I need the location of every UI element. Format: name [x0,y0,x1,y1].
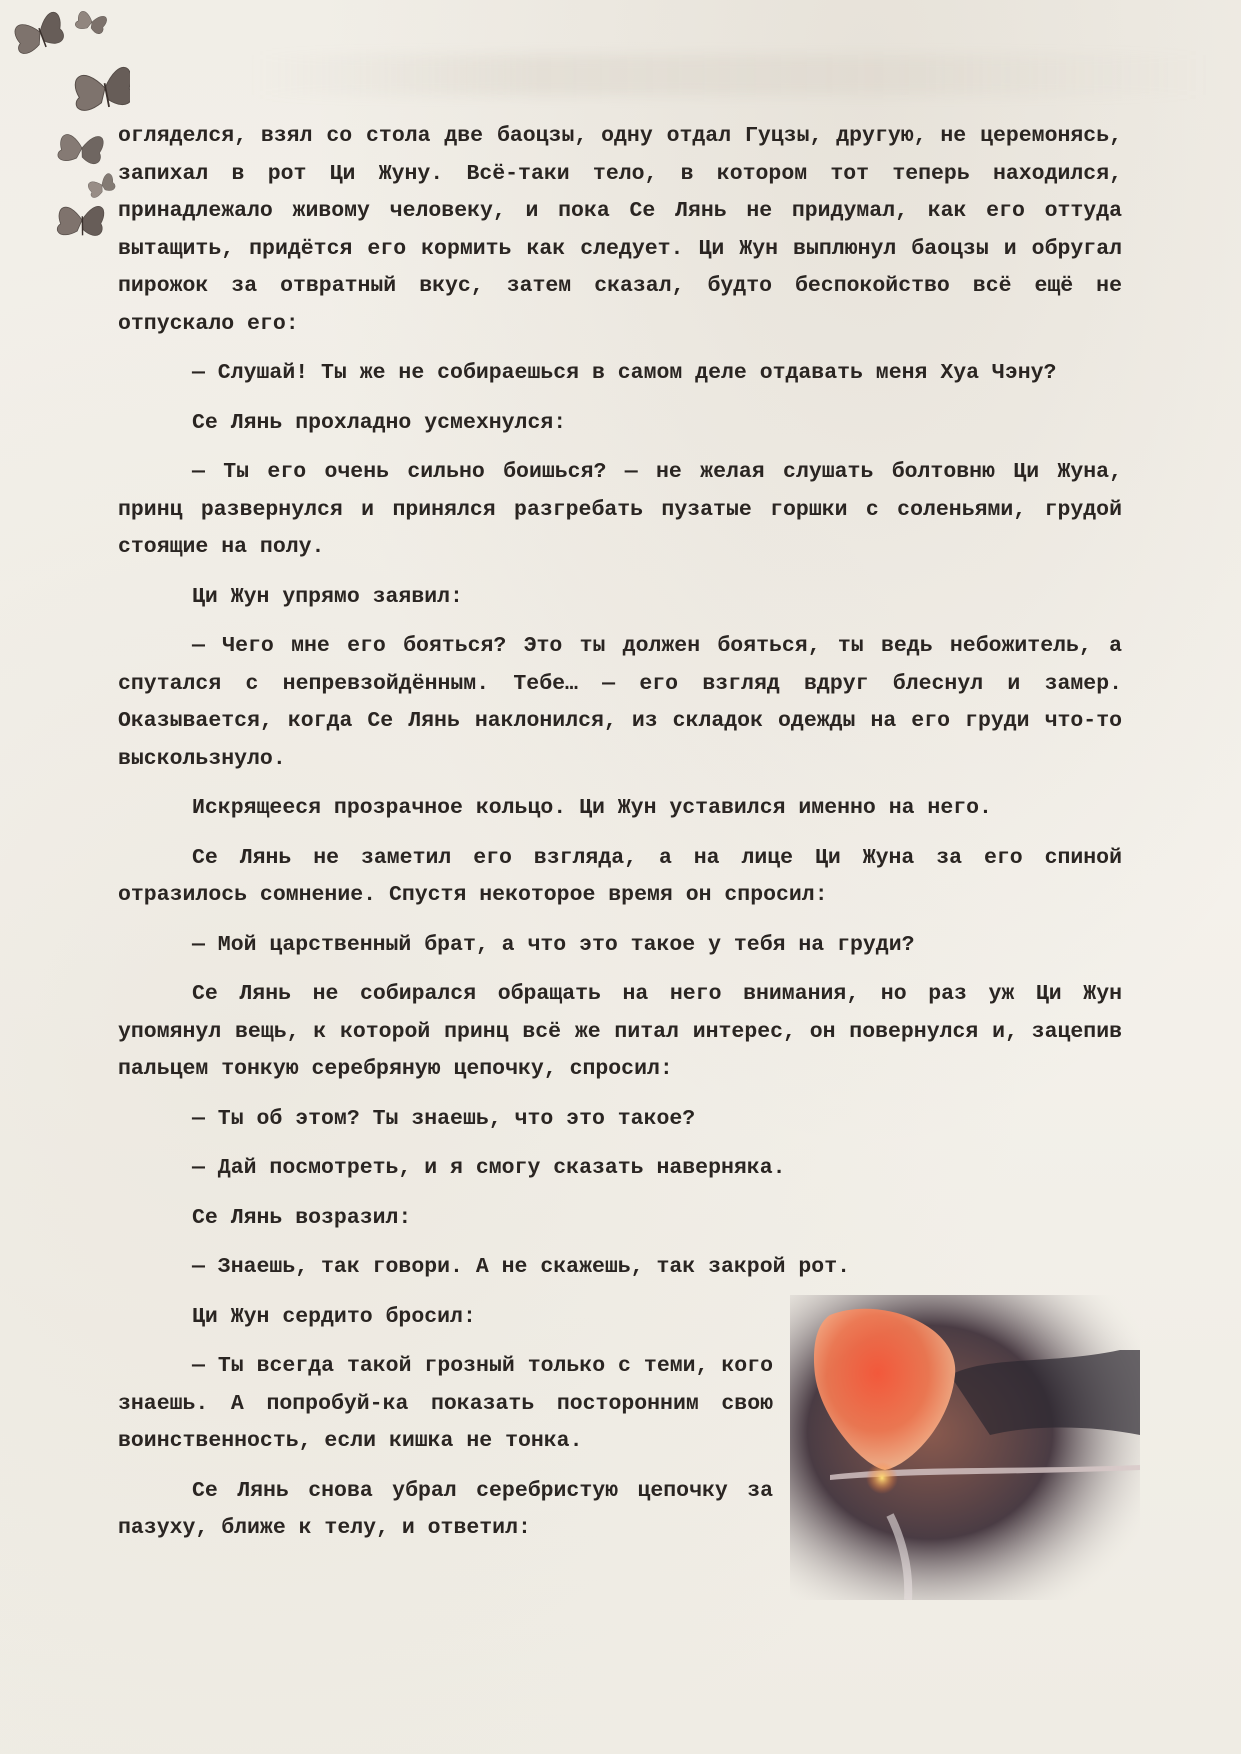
butterfly-icon [12,11,66,55]
paragraph: Искрящееся прозрачное кольцо. Ци Жун уставился именно на него. [192,796,992,820]
lantern-flame [866,1462,898,1494]
paragraph: Ци Жун упрямо заявил: [192,584,463,609]
paragraph: Се Лянь возразил: [192,1205,412,1230]
butterfly-icon [57,203,105,238]
paragraph: — Ты всегда такой грозный только с теми, кого знаешь. А попробуй-ка показать посторонним свою воинственность, если кишка не тонка. [118,1354,773,1453]
paragraph: — Ты об этом? Ты знаешь, что это такое? [192,1106,696,1131]
butterfly-icon [86,173,117,199]
butterfly-icon [57,130,104,167]
paragraph: Се Лянь прохладно усмехнулся: [192,410,567,435]
paragraph: — Знаешь, так говори. А не скажешь, так закрой рот. [192,1255,851,1279]
paragraph: — Ты его очень сильно боишься? — не желая слушать болтовню Ци Жуна, принц развернулся и принялся разгребать пузатые горшки с соленьями, грудой стоящие на полу. [118,460,1122,559]
butterfly-icon [74,8,108,36]
paragraph: Ци Жун сердито бросил: [192,1304,476,1329]
paragraph: — Дай посмотреть, и я смогу сказать наверняка. [192,1156,786,1180]
paragraph: Се Лянь не собирался обращать на него внимания, но раз уж Ци Жун упомянул вещь, к которой принц всё же питал интерес, он повернулся и, зацепив пальцем тонкую серебряную цепочку, спросил: [118,982,1122,1081]
lantern-illustration [790,1295,1140,1600]
paragraph: Се Лянь снова убрал серебристую цепочку за пазуху, ближе к телу, и ответил: [118,1478,773,1540]
butterfly-icon [73,67,130,111]
butterflies-decoration [0,0,130,260]
paragraph: огляделся, взял со стола две баоцзы, одну отдал Гуцзы, другую, не церемонясь, запихал в рот Ци Жуну. Всё-таки тело, в котором тот теперь находился, принадлежало живому человеку, и пока Се Лянь не придумал, как его оттуда вытащить, придётся его кормить как следует. Ци Жун выплюнул баоцзы и обругал пирожок за отвратный вкус, затем сказал, будто беспокойство всё ещё не отпускало его: [118,124,1122,336]
paragraph: — Чего мне его бояться? Это ты должен бояться, ты ведь небожитель, а спутался с непревзойдённым. Тебе… — его взгляд вдруг блеснул и замер. Оказывается, когда Се Лянь наклонился, из складок одежды на его груди что-то выскользнуло. [118,634,1122,771]
background-smudge [250,55,1210,95]
paragraph: Се Лянь не заметил его взгляда, а на лице Ци Жуна за его спиной отразилось сомнение. Спустя некоторое время он спросил: [118,845,1122,907]
paragraph: — Слушай! Ты же не собираешься в самом деле отдавать меня Хуа Чэну? [192,361,1057,385]
paragraph: — Мой царственный брат, а что это такое у тебя на груди? [192,932,915,957]
